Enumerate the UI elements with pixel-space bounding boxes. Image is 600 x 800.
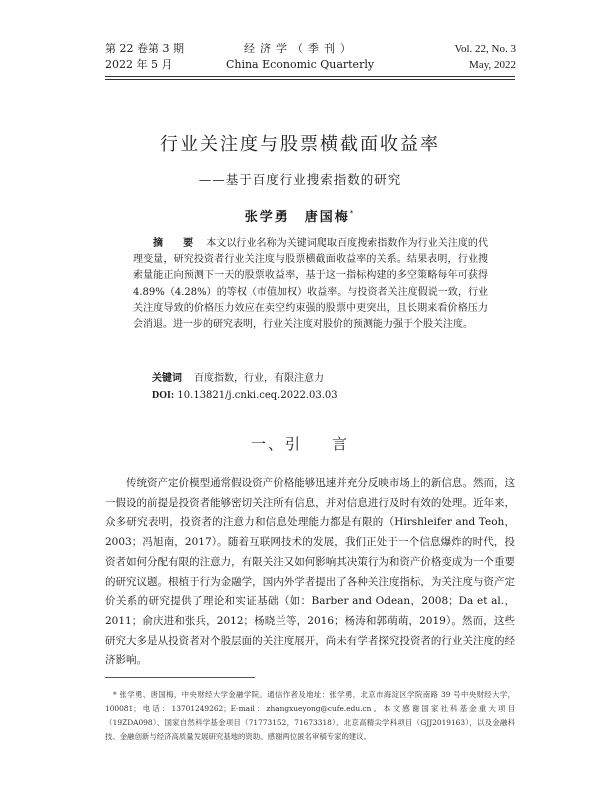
header-rule-top (105, 76, 515, 77)
keywords-text: 百度指数，行业，有限注意力 (194, 373, 324, 384)
footnote-divider (105, 677, 255, 678)
abstract-text: 本文以行业名称为关键词爬取百度搜索指数作为行业关注度的代理变量，研究投资者行业关注度与股票横截面收益率的关系。结果表明，行业搜索量能正向预测下一天的股票收益率，基于这一指标构建的多空策略每年可获得 4.89%（4.28%）的等权（市值加权）收益率。与投资者关注度假说一致，行业关注度导致的价格压力效应在卖空约束强的股票中更突出，且长期来看价格压力会消退。进一步的研究表明，行业关注度对股价的预测能力强于个股关注度。 (133, 238, 489, 331)
volume-issue-english: Vol. 22, No. 3 (454, 43, 516, 55)
publication-date: 2022 年 5 月 (105, 58, 173, 71)
abstract-label: 摘 要 (153, 238, 199, 249)
section-number: 一、引 (250, 435, 302, 453)
doi-label: DOI: (152, 390, 175, 401)
journal-name-chinese: 经济学（季刊） (244, 42, 356, 55)
authors (0, 206, 600, 225)
doi (152, 388, 492, 404)
author-names: 张学勇 唐国梅 (244, 210, 350, 225)
journal-name-english: China Economic Quarterly (225, 58, 375, 71)
journal-issue-info-english (454, 41, 516, 73)
publication-date-english: May, 2022 (469, 59, 516, 71)
paper-subtitle: ——基于百度行业搜索指数的研究 (198, 172, 402, 187)
doi-value: 10.13821/j.cnki.ceq.2022.03.03 (177, 390, 338, 401)
body-paragraph: 传统资产定价模型通常假设资产价格能够迅速并充分反映市场上的新信息。然而，这一假设的前提是投资者能够密切关注所有信息，并对信息进行及时有效的处理。近年来，众多研究表明，投资者的注意力和信息处理能力都是有限的（Hirshleifer and Teoh，2003；冯旭南，2017）。随着互联网技术的发展，我们正处于一个信息爆炸的时代，投资者如何分配有限的注意力，有限关注又如何影响其决策行为和资产价格变成为一个重要的研究议题。根植于行为金融学，国内外学者提出了各种关注度指标，为关注度与资产定价关系的研究提供了理论和实证基础（如：Barber and Odean，2008；Da et al.，2011；俞庆进和张兵，2012；杨晓兰等，2016；杨涛和郭萌萌，2019）。然而，这些研究大多是从投资者对个股层面的关注度展开，尚未有学者探究投资者的行业关注度的经济影响。 (105, 477, 515, 667)
volume-issue: 第 22 卷第 3 期 (105, 42, 184, 55)
author-footnote: * 张学勇、唐国梅，中央财经大学金融学院。通信作者及地址：张学勇，北京市海淀区学院南路 39 号中央财经大学，100081；电话：13701249262；E-mail：zhangxueyong@cufe.edu.cn。本文感谢国家社科基金重大项目（19ZDA098）、国家自然科学基金项目（71773152，71673318）、北京高精尖学科项目（GJJ2019163），以及金融科技、金融创新与经济高质量发展研究基地的资助。感谢两位匿名审稿专家的建议。 (105, 690, 515, 741)
keywords (152, 371, 492, 387)
author-footnote-mark: * (349, 209, 356, 218)
journal-name (200, 41, 400, 73)
section-title: 言 (332, 435, 350, 453)
section-heading (0, 433, 600, 454)
abstract (133, 236, 488, 333)
journal-issue-info (105, 41, 184, 73)
keywords-label: 关键词 (152, 373, 182, 384)
paper-title: 行业关注度与股票横截面收益率 (160, 134, 440, 155)
header-rule-bottom (105, 79, 515, 80)
